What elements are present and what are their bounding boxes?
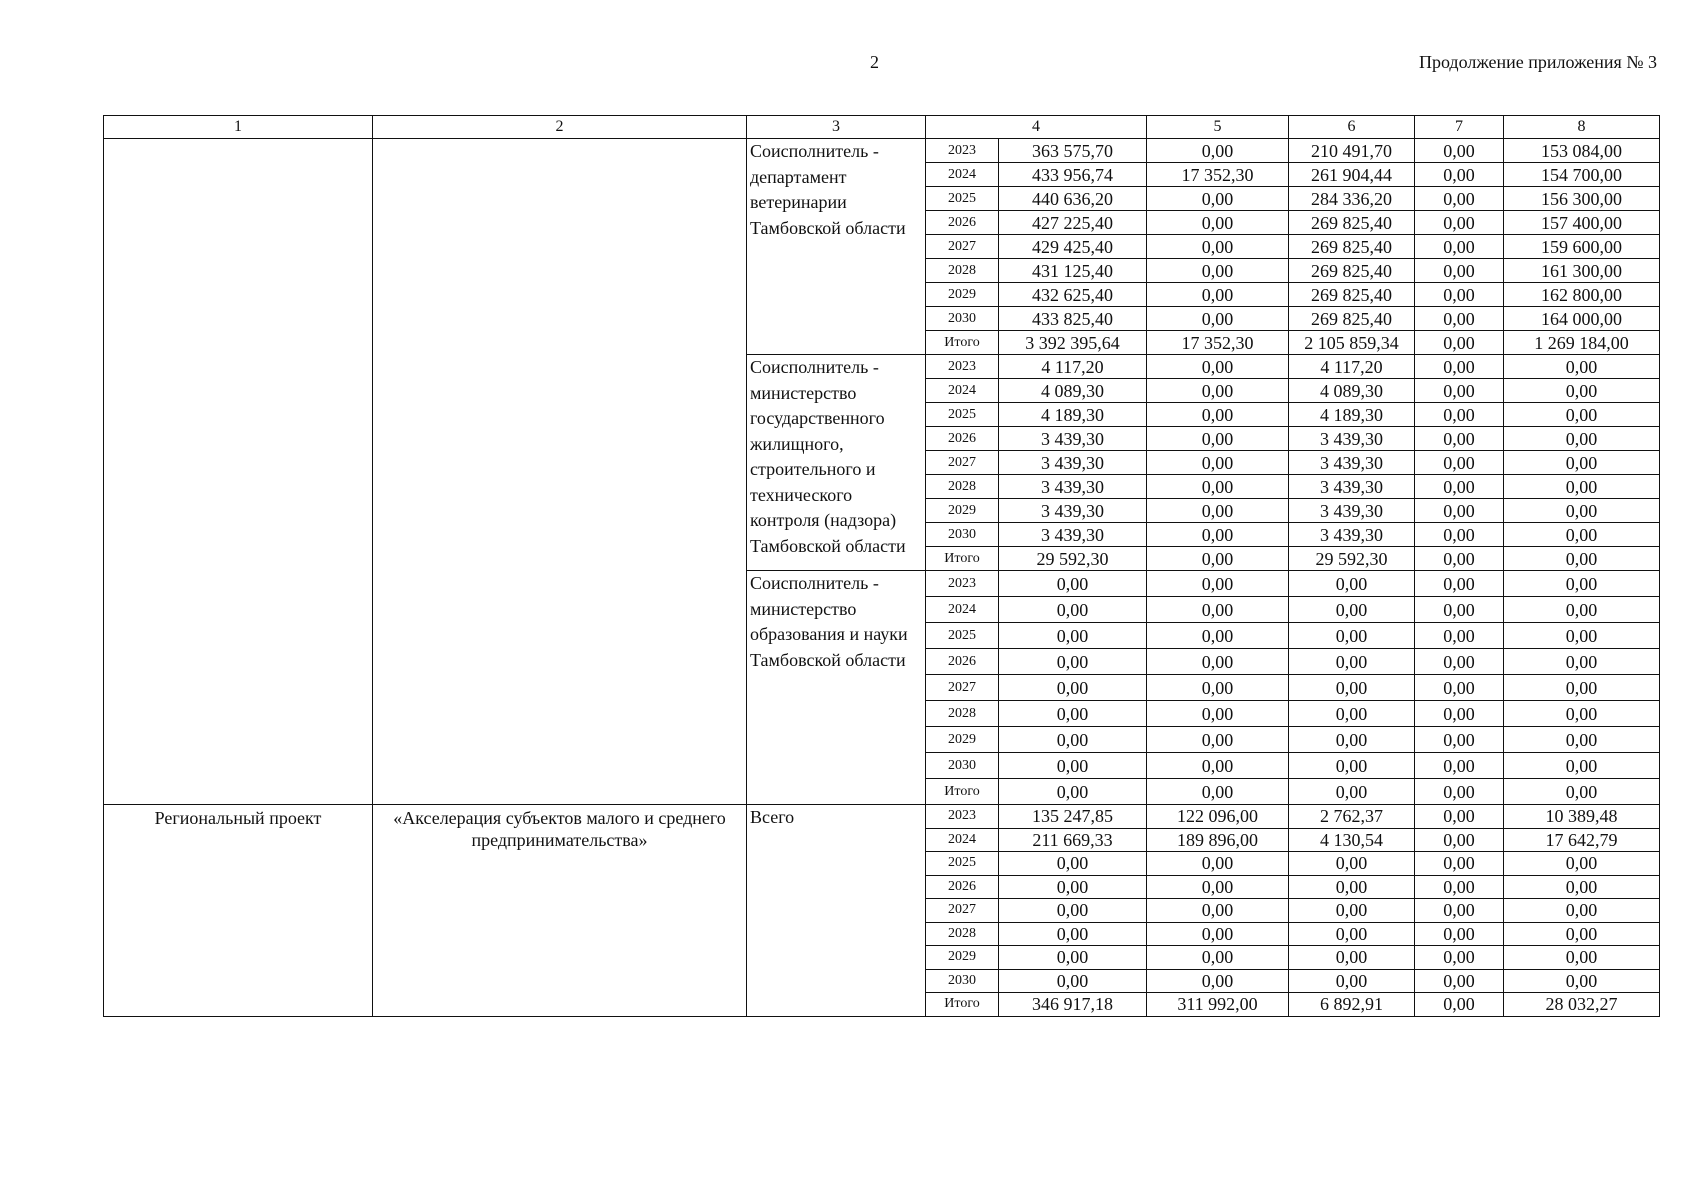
amount-cell-col5: 17 352,30 — [1147, 331, 1289, 355]
year-cell: 2025 — [926, 852, 999, 876]
amount-cell-col5: 0,00 — [1147, 499, 1289, 523]
amount-cell-col7: 0,00 — [1415, 475, 1504, 499]
year-cell: Итого — [926, 331, 999, 355]
amount-cell-col4: 0,00 — [999, 571, 1147, 597]
amount-cell-col5: 0,00 — [1147, 727, 1289, 753]
amount-cell-col5: 0,00 — [1147, 547, 1289, 571]
amount-cell-col8: 0,00 — [1504, 701, 1660, 727]
amount-cell-col6: 0,00 — [1289, 571, 1415, 597]
year-cell: 2027 — [926, 675, 999, 701]
amount-cell-col4: 4 089,30 — [999, 379, 1147, 403]
amount-cell-col7: 0,00 — [1415, 259, 1504, 283]
amount-cell-col4: 3 439,30 — [999, 475, 1147, 499]
year-cell: 2028 — [926, 701, 999, 727]
amount-cell-col5: 0,00 — [1147, 779, 1289, 805]
amount-cell-col7: 0,00 — [1415, 649, 1504, 675]
year-cell: 2023 — [926, 355, 999, 379]
amount-cell-col8: 154 700,00 — [1504, 163, 1660, 187]
amount-cell-col4: 211 669,33 — [999, 828, 1147, 852]
amount-cell-col6: 0,00 — [1289, 899, 1415, 923]
amount-cell-col7: 0,00 — [1415, 451, 1504, 475]
year-cell: 2024 — [926, 379, 999, 403]
amount-cell-col6: 4 189,30 — [1289, 403, 1415, 427]
column-header-5: 5 — [1147, 116, 1289, 139]
table-body — [104, 116, 1660, 1017]
year-cell: 2027 — [926, 235, 999, 259]
amount-cell-col8: 0,00 — [1504, 852, 1660, 876]
amount-cell-col5: 0,00 — [1147, 623, 1289, 649]
amount-cell-col4: 3 439,30 — [999, 499, 1147, 523]
amount-cell-col6: 210 491,70 — [1289, 139, 1415, 163]
amount-cell-col7: 0,00 — [1415, 499, 1504, 523]
year-cell: 2025 — [926, 623, 999, 649]
amount-cell-col5: 0,00 — [1147, 259, 1289, 283]
year-cell: 2023 — [926, 139, 999, 163]
amount-cell-col6: 0,00 — [1289, 623, 1415, 649]
amount-cell-col6: 0,00 — [1289, 727, 1415, 753]
amount-cell-col4: 431 125,40 — [999, 259, 1147, 283]
amount-cell-col5: 0,00 — [1147, 571, 1289, 597]
amount-cell-col6: 3 439,30 — [1289, 475, 1415, 499]
year-cell: 2024 — [926, 597, 999, 623]
co-executor-cell: Соисполнитель - министерство государственного жилищного, строительного и технического контроля (надзора) Тамбовской области — [747, 355, 926, 571]
year-cell: 2030 — [926, 307, 999, 331]
year-cell: 2029 — [926, 499, 999, 523]
amount-cell-col5: 0,00 — [1147, 852, 1289, 876]
amount-cell-col5: 0,00 — [1147, 307, 1289, 331]
amount-cell-col6: 269 825,40 — [1289, 283, 1415, 307]
amount-cell-col7: 0,00 — [1415, 235, 1504, 259]
amount-cell-col6: 2 105 859,34 — [1289, 331, 1415, 355]
blank-col1-cell — [104, 139, 373, 805]
year-cell: 2025 — [926, 403, 999, 427]
year-cell: 2023 — [926, 805, 999, 829]
amount-cell-col5: 0,00 — [1147, 523, 1289, 547]
amount-cell-col6: 261 904,44 — [1289, 163, 1415, 187]
amount-cell-col8: 0,00 — [1504, 899, 1660, 923]
amount-cell-col5: 0,00 — [1147, 597, 1289, 623]
column-header-1: 1 — [104, 116, 373, 139]
amount-cell-col8: 0,00 — [1504, 475, 1660, 499]
amount-cell-col6: 269 825,40 — [1289, 307, 1415, 331]
amount-cell-col5: 122 096,00 — [1147, 805, 1289, 829]
amount-cell-col5: 0,00 — [1147, 753, 1289, 779]
amount-cell-col5: 0,00 — [1147, 451, 1289, 475]
amount-cell-col6: 4 089,30 — [1289, 379, 1415, 403]
amount-cell-col8: 10 389,48 — [1504, 805, 1660, 829]
amount-cell-col4: 427 225,40 — [999, 211, 1147, 235]
amount-cell-col8: 0,00 — [1504, 779, 1660, 805]
year-cell: 2023 — [926, 571, 999, 597]
executor-total-cell: Всего — [747, 805, 926, 1017]
column-number-row — [104, 116, 1660, 139]
year-cell: 2026 — [926, 875, 999, 899]
amount-cell-col4: 0,00 — [999, 922, 1147, 946]
amount-cell-col8: 0,00 — [1504, 675, 1660, 701]
column-header-4: 4 — [926, 116, 1147, 139]
amount-cell-col5: 0,00 — [1147, 355, 1289, 379]
year-cell: Итого — [926, 993, 999, 1017]
amount-cell-col4: 0,00 — [999, 597, 1147, 623]
amount-cell-col5: 0,00 — [1147, 969, 1289, 993]
amount-cell-col4: 4 117,20 — [999, 355, 1147, 379]
amount-cell-col4: 432 625,40 — [999, 283, 1147, 307]
amount-cell-col6: 0,00 — [1289, 875, 1415, 899]
amount-cell-col8: 0,00 — [1504, 649, 1660, 675]
amount-cell-col4: 0,00 — [999, 623, 1147, 649]
amount-cell-col8: 157 400,00 — [1504, 211, 1660, 235]
amount-cell-col5: 0,00 — [1147, 403, 1289, 427]
amount-cell-col8: 0,00 — [1504, 571, 1660, 597]
year-cell: 2027 — [926, 899, 999, 923]
amount-cell-col5: 0,00 — [1147, 701, 1289, 727]
amount-cell-col5: 0,00 — [1147, 675, 1289, 701]
amount-cell-col4: 29 592,30 — [999, 547, 1147, 571]
amount-cell-col7: 0,00 — [1415, 922, 1504, 946]
amount-cell-col6: 29 592,30 — [1289, 547, 1415, 571]
amount-cell-col6: 0,00 — [1289, 779, 1415, 805]
amount-cell-col4: 0,00 — [999, 875, 1147, 899]
amount-cell-col4: 0,00 — [999, 852, 1147, 876]
amount-cell-col8: 0,00 — [1504, 753, 1660, 779]
amount-cell-col4: 0,00 — [999, 899, 1147, 923]
amount-cell-col4: 0,00 — [999, 727, 1147, 753]
amount-cell-col4: 0,00 — [999, 649, 1147, 675]
amount-cell-col7: 0,00 — [1415, 427, 1504, 451]
amount-cell-col7: 0,00 — [1415, 523, 1504, 547]
amount-cell-col6: 269 825,40 — [1289, 211, 1415, 235]
amount-cell-col8: 0,00 — [1504, 403, 1660, 427]
amount-cell-col7: 0,00 — [1415, 163, 1504, 187]
amount-cell-col7: 0,00 — [1415, 852, 1504, 876]
amount-cell-col5: 0,00 — [1147, 649, 1289, 675]
amount-cell-col7: 0,00 — [1415, 828, 1504, 852]
amount-cell-col5: 0,00 — [1147, 235, 1289, 259]
amount-cell-col8: 0,00 — [1504, 875, 1660, 899]
amount-cell-col7: 0,00 — [1415, 993, 1504, 1017]
year-cell: 2027 — [926, 451, 999, 475]
amount-cell-col4: 440 636,20 — [999, 187, 1147, 211]
amount-cell-col8: 0,00 — [1504, 946, 1660, 970]
year-cell: 2026 — [926, 649, 999, 675]
year-cell: 2026 — [926, 427, 999, 451]
amount-cell-col8: 0,00 — [1504, 922, 1660, 946]
column-header-2: 2 — [373, 116, 747, 139]
amount-cell-col8: 156 300,00 — [1504, 187, 1660, 211]
amount-cell-col8: 164 000,00 — [1504, 307, 1660, 331]
amount-cell-col6: 269 825,40 — [1289, 235, 1415, 259]
amount-cell-col8: 161 300,00 — [1504, 259, 1660, 283]
amount-cell-col5: 0,00 — [1147, 139, 1289, 163]
amount-cell-col7: 0,00 — [1415, 187, 1504, 211]
amount-cell-col7: 0,00 — [1415, 899, 1504, 923]
amount-cell-col5: 0,00 — [1147, 922, 1289, 946]
amount-cell-col5: 0,00 — [1147, 899, 1289, 923]
column-header-8: 8 — [1504, 116, 1660, 139]
amount-cell-col6: 0,00 — [1289, 649, 1415, 675]
amount-cell-col4: 0,00 — [999, 969, 1147, 993]
amount-cell-col5: 189 896,00 — [1147, 828, 1289, 852]
amount-cell-col4: 135 247,85 — [999, 805, 1147, 829]
appendix-continuation-label: Продолжение приложения № 3 — [1418, 52, 1657, 72]
amount-cell-col4: 3 439,30 — [999, 427, 1147, 451]
year-row — [104, 805, 1660, 829]
amount-cell-col5: 0,00 — [1147, 875, 1289, 899]
year-row — [104, 139, 1660, 163]
amount-cell-col8: 0,00 — [1504, 355, 1660, 379]
amount-cell-col5: 0,00 — [1147, 211, 1289, 235]
amount-cell-col8: 0,00 — [1504, 969, 1660, 993]
amount-cell-col6: 2 762,37 — [1289, 805, 1415, 829]
amount-cell-col4: 3 439,30 — [999, 451, 1147, 475]
amount-cell-col8: 0,00 — [1504, 379, 1660, 403]
amount-cell-col6: 6 892,91 — [1289, 993, 1415, 1017]
amount-cell-col7: 0,00 — [1415, 701, 1504, 727]
year-cell: 2030 — [926, 753, 999, 779]
amount-cell-col5: 0,00 — [1147, 946, 1289, 970]
amount-cell-col8: 0,00 — [1504, 597, 1660, 623]
amount-cell-col6: 0,00 — [1289, 922, 1415, 946]
amount-cell-col7: 0,00 — [1415, 547, 1504, 571]
amount-cell-col6: 0,00 — [1289, 701, 1415, 727]
amount-cell-col8: 0,00 — [1504, 499, 1660, 523]
amount-cell-col7: 0,00 — [1415, 379, 1504, 403]
amount-cell-col8: 0,00 — [1504, 451, 1660, 475]
amount-cell-col7: 0,00 — [1415, 307, 1504, 331]
amount-cell-col6: 3 439,30 — [1289, 523, 1415, 547]
year-cell: 2029 — [926, 283, 999, 307]
amount-cell-col4: 346 917,18 — [999, 993, 1147, 1017]
amount-cell-col7: 0,00 — [1415, 571, 1504, 597]
year-cell: 2028 — [926, 475, 999, 499]
project-name-cell: «Акселерация субъектов малого и среднего предпринимательства» — [373, 805, 747, 1017]
amount-cell-col4: 3 439,30 — [999, 523, 1147, 547]
amount-cell-col4: 0,00 — [999, 946, 1147, 970]
amount-cell-col6: 0,00 — [1289, 946, 1415, 970]
year-cell: Итого — [926, 779, 999, 805]
amount-cell-col6: 0,00 — [1289, 675, 1415, 701]
amount-cell-col6: 4 117,20 — [1289, 355, 1415, 379]
year-cell: 2029 — [926, 727, 999, 753]
amount-cell-col7: 0,00 — [1415, 805, 1504, 829]
amount-cell-col6: 269 825,40 — [1289, 259, 1415, 283]
amount-cell-col7: 0,00 — [1415, 139, 1504, 163]
amount-cell-col6: 0,00 — [1289, 753, 1415, 779]
blank-col2-cell — [373, 139, 747, 805]
year-cell: 2024 — [926, 828, 999, 852]
amount-cell-col7: 0,00 — [1415, 946, 1504, 970]
year-cell: Итого — [926, 547, 999, 571]
amount-cell-col4: 433 956,74 — [999, 163, 1147, 187]
year-cell: 2025 — [926, 187, 999, 211]
amount-cell-col8: 17 642,79 — [1504, 828, 1660, 852]
amount-cell-col7: 0,00 — [1415, 727, 1504, 753]
financing-table — [103, 115, 1660, 1017]
amount-cell-col4: 363 575,70 — [999, 139, 1147, 163]
amount-cell-col4: 4 189,30 — [999, 403, 1147, 427]
amount-cell-col5: 0,00 — [1147, 187, 1289, 211]
column-header-6: 6 — [1289, 116, 1415, 139]
year-cell: 2028 — [926, 259, 999, 283]
amount-cell-col7: 0,00 — [1415, 623, 1504, 649]
year-cell: 2029 — [926, 946, 999, 970]
amount-cell-col8: 0,00 — [1504, 727, 1660, 753]
amount-cell-col8: 0,00 — [1504, 427, 1660, 451]
amount-cell-col8: 28 032,27 — [1504, 993, 1660, 1017]
amount-cell-col5: 17 352,30 — [1147, 163, 1289, 187]
year-cell: 2030 — [926, 969, 999, 993]
amount-cell-col7: 0,00 — [1415, 753, 1504, 779]
amount-cell-col5: 0,00 — [1147, 427, 1289, 451]
amount-cell-col4: 0,00 — [999, 675, 1147, 701]
amount-cell-col5: 311 992,00 — [1147, 993, 1289, 1017]
amount-cell-col6: 3 439,30 — [1289, 451, 1415, 475]
amount-cell-col4: 0,00 — [999, 779, 1147, 805]
column-header-7: 7 — [1415, 116, 1504, 139]
amount-cell-col6: 4 130,54 — [1289, 828, 1415, 852]
amount-cell-col7: 0,00 — [1415, 283, 1504, 307]
amount-cell-col8: 153 084,00 — [1504, 139, 1660, 163]
amount-cell-col8: 0,00 — [1504, 623, 1660, 649]
amount-cell-col4: 3 392 395,64 — [999, 331, 1147, 355]
year-cell: 2026 — [926, 211, 999, 235]
page-number: 2 — [870, 52, 879, 72]
amount-cell-col5: 0,00 — [1147, 283, 1289, 307]
amount-cell-col8: 1 269 184,00 — [1504, 331, 1660, 355]
amount-cell-col7: 0,00 — [1415, 875, 1504, 899]
year-cell: 2028 — [926, 922, 999, 946]
amount-cell-col4: 433 825,40 — [999, 307, 1147, 331]
amount-cell-col7: 0,00 — [1415, 779, 1504, 805]
amount-cell-col8: 0,00 — [1504, 523, 1660, 547]
amount-cell-col6: 0,00 — [1289, 969, 1415, 993]
amount-cell-col6: 3 439,30 — [1289, 499, 1415, 523]
amount-cell-col7: 0,00 — [1415, 969, 1504, 993]
amount-cell-col4: 429 425,40 — [999, 235, 1147, 259]
amount-cell-col4: 0,00 — [999, 753, 1147, 779]
amount-cell-col7: 0,00 — [1415, 597, 1504, 623]
amount-cell-col8: 162 800,00 — [1504, 283, 1660, 307]
amount-cell-col7: 0,00 — [1415, 331, 1504, 355]
project-type-cell: Региональный проект — [104, 805, 373, 1017]
amount-cell-col5: 0,00 — [1147, 379, 1289, 403]
amount-cell-col8: 0,00 — [1504, 547, 1660, 571]
amount-cell-col7: 0,00 — [1415, 211, 1504, 235]
amount-cell-col7: 0,00 — [1415, 355, 1504, 379]
column-header-3: 3 — [747, 116, 926, 139]
amount-cell-col4: 0,00 — [999, 701, 1147, 727]
amount-cell-col6: 284 336,20 — [1289, 187, 1415, 211]
amount-cell-col8: 159 600,00 — [1504, 235, 1660, 259]
amount-cell-col6: 0,00 — [1289, 852, 1415, 876]
year-cell: 2030 — [926, 523, 999, 547]
amount-cell-col6: 3 439,30 — [1289, 427, 1415, 451]
amount-cell-col7: 0,00 — [1415, 403, 1504, 427]
amount-cell-col5: 0,00 — [1147, 475, 1289, 499]
amount-cell-col6: 0,00 — [1289, 597, 1415, 623]
co-executor-cell: Соисполнитель - департамент ветеринарии Тамбовской области — [747, 139, 926, 355]
year-cell: 2024 — [926, 163, 999, 187]
amount-cell-col7: 0,00 — [1415, 675, 1504, 701]
co-executor-cell: Соисполнитель - министерство образования и науки Тамбовской области — [747, 571, 926, 805]
